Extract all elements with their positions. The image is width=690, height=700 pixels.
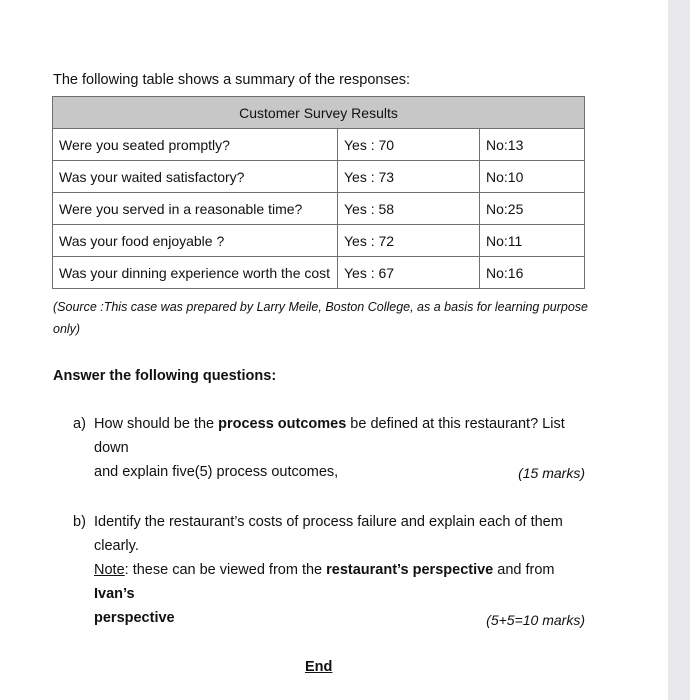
question-b-marks: (5+5=10 marks) <box>486 612 585 628</box>
question-b-marker: b) <box>73 514 86 530</box>
question-a <box>73 412 587 484</box>
question-b-note <box>94 558 587 606</box>
end-label: End <box>305 659 333 675</box>
question-b-line-1: Identify the restaurant’s costs of process failure and explain each of them <box>94 514 563 530</box>
note-bold-ivan: Ivan’s <box>94 586 135 602</box>
no-cell: No:10 <box>480 161 585 193</box>
page-edge-shadow <box>668 0 690 700</box>
table-header-row <box>53 97 585 129</box>
no-cell: No:11 <box>480 225 585 257</box>
table-row <box>53 161 585 193</box>
question-cell: Were you served in a reasonable time? <box>53 193 338 225</box>
question-a-line-2: and explain five(5) process outcomes, <box>94 464 339 480</box>
question-a-text-end: be defined at this restaurant? List down <box>94 416 565 456</box>
question-cell: Was your waited satisfactory? <box>53 161 338 193</box>
question-a-line-1 <box>94 412 587 460</box>
no-cell: No:25 <box>480 193 585 225</box>
no-cell: No:13 <box>480 129 585 161</box>
source-note <box>53 296 593 340</box>
question-cell: Was your dinning experience worth the cost <box>53 257 338 289</box>
question-a-marker: a) <box>73 416 86 432</box>
question-a-bold: process outcomes <box>218 416 347 432</box>
table-header: Customer Survey Results <box>53 97 585 129</box>
survey-table <box>52 96 585 289</box>
yes-cell: Yes : 73 <box>338 161 480 193</box>
note-text: : these can be viewed from the <box>124 562 327 578</box>
source-line-2: only) <box>53 322 81 336</box>
note-and: and from <box>493 562 555 578</box>
question-cell: Was your food enjoyable ? <box>53 225 338 257</box>
note-bold-restaurant: restaurant’s perspective <box>326 562 494 578</box>
note-label: Note <box>94 562 125 578</box>
table-row <box>53 257 585 289</box>
yes-cell: Yes : 70 <box>338 129 480 161</box>
table-row <box>53 225 585 257</box>
question-a-marks: (15 marks) <box>518 465 585 481</box>
note-bold-perspective: perspective <box>94 610 175 626</box>
table-row <box>53 129 585 161</box>
question-b-line-2: clearly. <box>94 538 139 554</box>
intro-text: The following table shows a summary of the responses: <box>53 72 411 88</box>
yes-cell: Yes : 72 <box>338 225 480 257</box>
question-a-text: How should be the <box>94 416 219 432</box>
yes-cell: Yes : 67 <box>338 257 480 289</box>
question-cell: Were you seated promptly? <box>53 129 338 161</box>
yes-cell: Yes : 58 <box>338 193 480 225</box>
source-line-1: (Source :This case was prepared by Larry Meile, Boston College, as a basis for learning purpose <box>53 300 588 314</box>
table-row <box>53 193 585 225</box>
no-cell: No:16 <box>480 257 585 289</box>
answer-heading: Answer the following questions: <box>53 368 277 384</box>
